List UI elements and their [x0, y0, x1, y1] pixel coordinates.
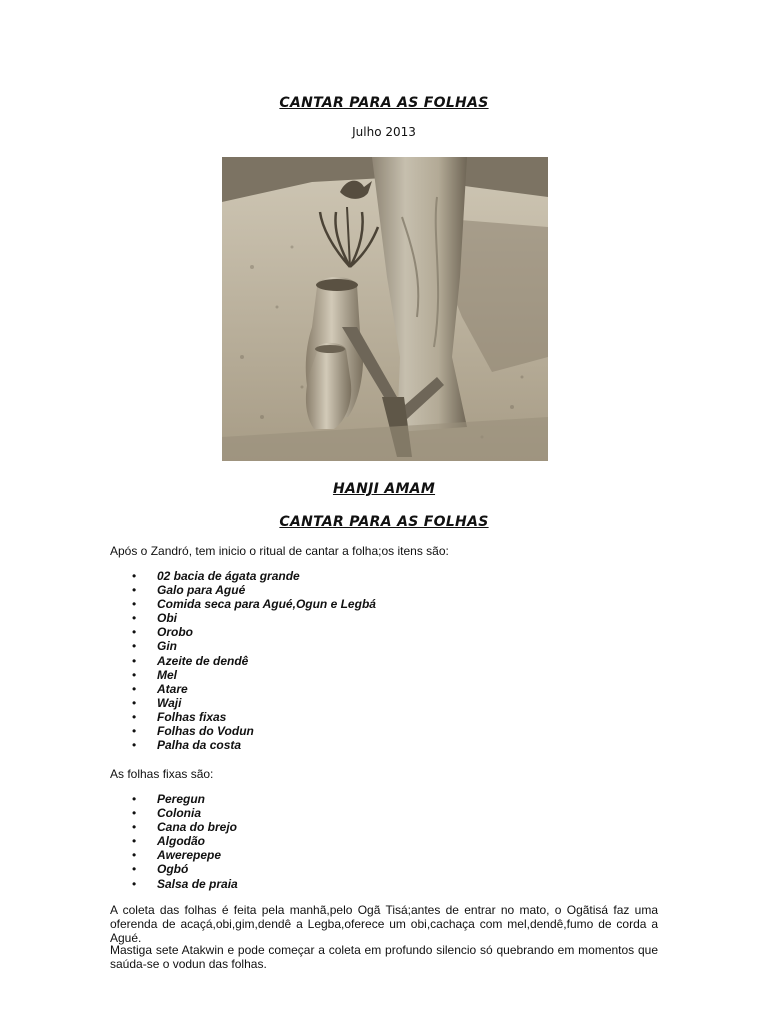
fixed-leaves-list	[110, 792, 510, 891]
ritual-photo-drawing	[222, 157, 548, 461]
list-item	[110, 583, 510, 597]
bullet: •	[132, 820, 137, 835]
list-item-label: Awerepepe	[157, 848, 222, 863]
list-item-label: Gin	[157, 639, 177, 654]
list-item-label: Colonia	[157, 806, 201, 821]
atakwin-paragraph: Mastiga sete Atakwin e pode começar a coleta em profundo silencio só quebrando em momentos que saúda-se o vodun das folhas.	[110, 943, 658, 971]
list-item-label: Folhas do Vodun	[157, 724, 254, 739]
list-item-label: Orobo	[157, 625, 193, 640]
list-item-label: Salsa de praia	[157, 876, 238, 891]
document-date: Julho 2013	[352, 125, 416, 139]
list-item-label: Ogbó	[157, 862, 189, 877]
bullet: •	[132, 695, 137, 710]
list-item	[110, 654, 510, 668]
list-item	[110, 834, 510, 848]
list-item-label: 02 bacia de ágata grande	[157, 569, 300, 583]
bullet: •	[132, 792, 137, 806]
list-item	[110, 696, 510, 710]
list-item	[110, 738, 510, 752]
list-item	[110, 820, 510, 834]
list-item-label: Palha da costa	[157, 738, 242, 753]
bullet: •	[132, 625, 137, 640]
list-item	[110, 877, 510, 891]
intro-paragraph: Após o Zandró, tem inicio o ritual de cantar a folha;os itens são:	[110, 544, 449, 558]
bullet: •	[132, 667, 137, 682]
bullet: •	[132, 639, 137, 654]
list-item	[110, 611, 510, 625]
list-item-label: Obi	[157, 611, 177, 626]
bullet: •	[132, 653, 137, 668]
items-list	[110, 569, 510, 752]
bullet: •	[132, 862, 137, 877]
bullet: •	[132, 611, 137, 626]
list-item	[110, 806, 510, 820]
list-item-label: Comida seca para Agué,Ogun e Legbá	[157, 597, 376, 612]
bullet: •	[132, 724, 137, 739]
bullet: •	[132, 583, 137, 598]
collection-paragraph: A coleta das folhas é feita pela manhã,pelo Ogã Tisá;antes de entrar no mato, o Ogãtisá faz uma oferenda de acaçá,obi,gim,dendê a Legba,oferece um obi,cachaça com mel,dendê,fumo de corda a Agué.	[110, 903, 658, 945]
list-item-label: Folhas fixas	[157, 709, 227, 724]
list-item-label: Waji	[157, 695, 182, 710]
bullet: •	[132, 597, 137, 612]
document-title: CANTAR PARA AS FOLHAS	[279, 95, 489, 111]
list-item-label: Azeite de dendê	[157, 653, 249, 668]
bullet: •	[132, 681, 137, 696]
list-item-label: Atare	[157, 681, 188, 696]
list-item	[110, 862, 510, 876]
ritual-photo	[222, 157, 548, 461]
bullet: •	[132, 848, 137, 863]
list-item	[110, 724, 510, 738]
list-item-label: Mel	[157, 667, 178, 682]
list-item	[110, 639, 510, 653]
list-item	[110, 848, 510, 862]
bullet: •	[132, 569, 137, 583]
list-item	[110, 625, 510, 639]
bullet: •	[132, 876, 137, 891]
bullet: •	[132, 834, 137, 849]
list-item-label: Peregun	[157, 792, 206, 806]
bullet: •	[132, 806, 137, 821]
fixed-leaves-intro: As folhas fixas são:	[110, 767, 214, 781]
list-item-label: Cana do brejo	[157, 820, 238, 835]
bullet: •	[132, 738, 137, 753]
list-item	[110, 668, 510, 682]
section-title-cantar: CANTAR PARA AS FOLHAS	[279, 514, 489, 530]
list-item	[110, 710, 510, 724]
list-item	[110, 569, 510, 583]
section-title-hanji-amam: HANJI AMAM	[332, 481, 436, 497]
list-item	[110, 792, 510, 806]
list-item	[110, 597, 510, 611]
list-item-label: Galo para Agué	[157, 583, 246, 598]
list-item-label: Algodão	[157, 834, 205, 849]
bullet: •	[132, 709, 137, 724]
list-item	[110, 682, 510, 696]
